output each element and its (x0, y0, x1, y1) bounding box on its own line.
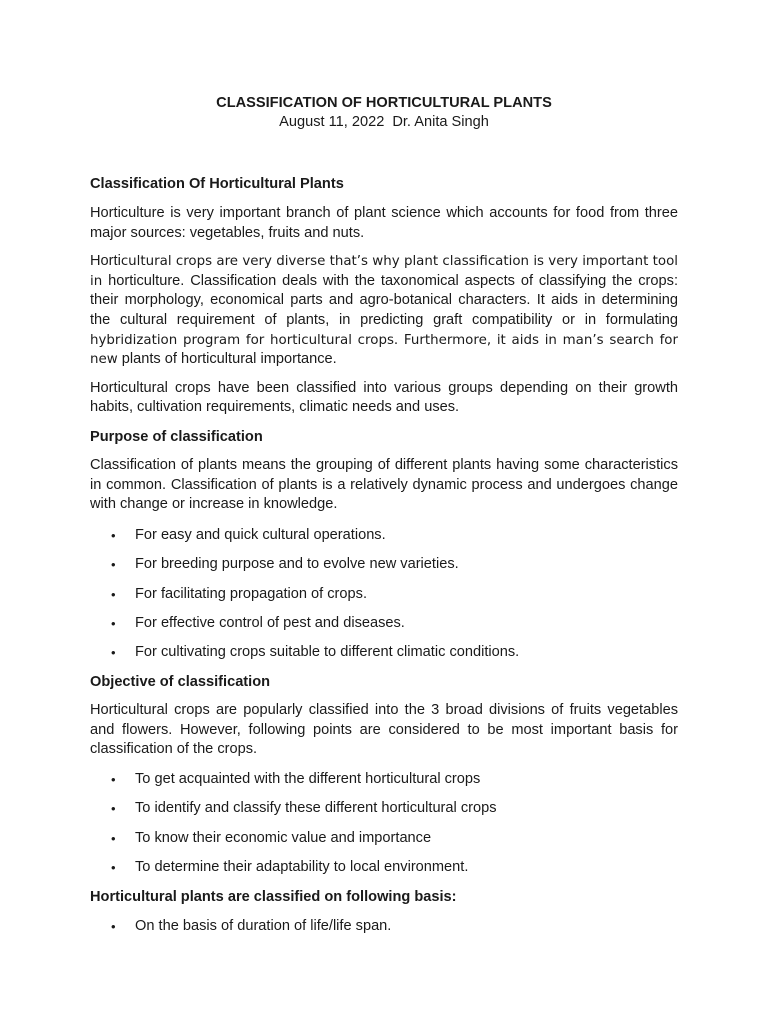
list-item: • To get acquainted with the different horticultural crops (90, 770, 678, 789)
list-item: • For cultivating crops suitable to different climatic conditions. (90, 643, 678, 662)
paragraph-intro: Horticulture is very important branch of plant science which accounts for food from three major sources: vegetables, fruits and nuts. (90, 205, 678, 241)
objective-list (90, 770, 678, 877)
paragraph-objective: Horticultural crops are popularly classified into the 3 broad divisions of fruits vegetables and flowers. However, following points are considered to be most important basis for classification of the crops. (90, 702, 678, 758)
section-heading-objective: Objective of classification (90, 674, 271, 691)
list-item: • To determine their adaptability to local environment. (90, 858, 678, 877)
document-meta (90, 113, 678, 132)
paragraph-diversity-end: plants of horticultural importance. (121, 351, 337, 368)
list-item: • On the basis of duration of life/life span. (90, 917, 678, 936)
section-heading-classification: Classification Of Horticultural Plants (90, 176, 344, 192)
paragraph-diversity-mid: horticulture. Classification deals with the taxonomical aspects of classifying the crops: their morphology, economical parts and agro-botanical characters. It aids in determining the cultural requirement of plants, in predicting graft compatibility or in formulating (90, 272, 678, 328)
paragraph-diversity (90, 252, 678, 370)
paragraph-purpose: Classification of plants means the grouping of different plants having some characteristics in common. Classification of plants is a relatively dynamic process and undergoes change with change or increase in knowledge. (90, 456, 678, 513)
purpose-list (90, 526, 678, 663)
document-author: Dr. Anita Singh (392, 114, 489, 130)
paragraph-diversity-lead-a: Horti (90, 253, 121, 270)
list-item: • To identify and classify these different horticultural crops (90, 799, 678, 818)
paragraph-diversity-lead-b: cultural crops are very diverse that’s why plant classification is very important tool in (90, 254, 678, 289)
basis-list (90, 917, 678, 936)
paragraph-groups: Horticultural crops have been classified into various groups depending on their growth habits, cultivation requirements, climatic needs and uses. (90, 379, 678, 416)
list-item: • For facilitating propagation of crops. (90, 585, 678, 604)
section-heading-purpose: Purpose of classification (90, 428, 263, 445)
list-item: • For easy and quick cultural operations. (90, 526, 678, 545)
paragraph-diversity-tail: hybridization program for horticultural crops. Furthermore, it aids in man’s search for new (90, 332, 678, 368)
list-item: • To know their economic value and importance (90, 829, 678, 848)
document-date: August 11, 2022 (279, 114, 385, 130)
document-title: CLASSIFICATION OF HORTICULTURAL PLANTS (216, 95, 552, 111)
list-item: • For effective control of pest and diseases. (90, 614, 678, 633)
section-heading-basis: Horticultural plants are classified on following basis: (90, 889, 457, 906)
list-item: • For breeding purpose and to evolve new varieties. (90, 555, 678, 574)
